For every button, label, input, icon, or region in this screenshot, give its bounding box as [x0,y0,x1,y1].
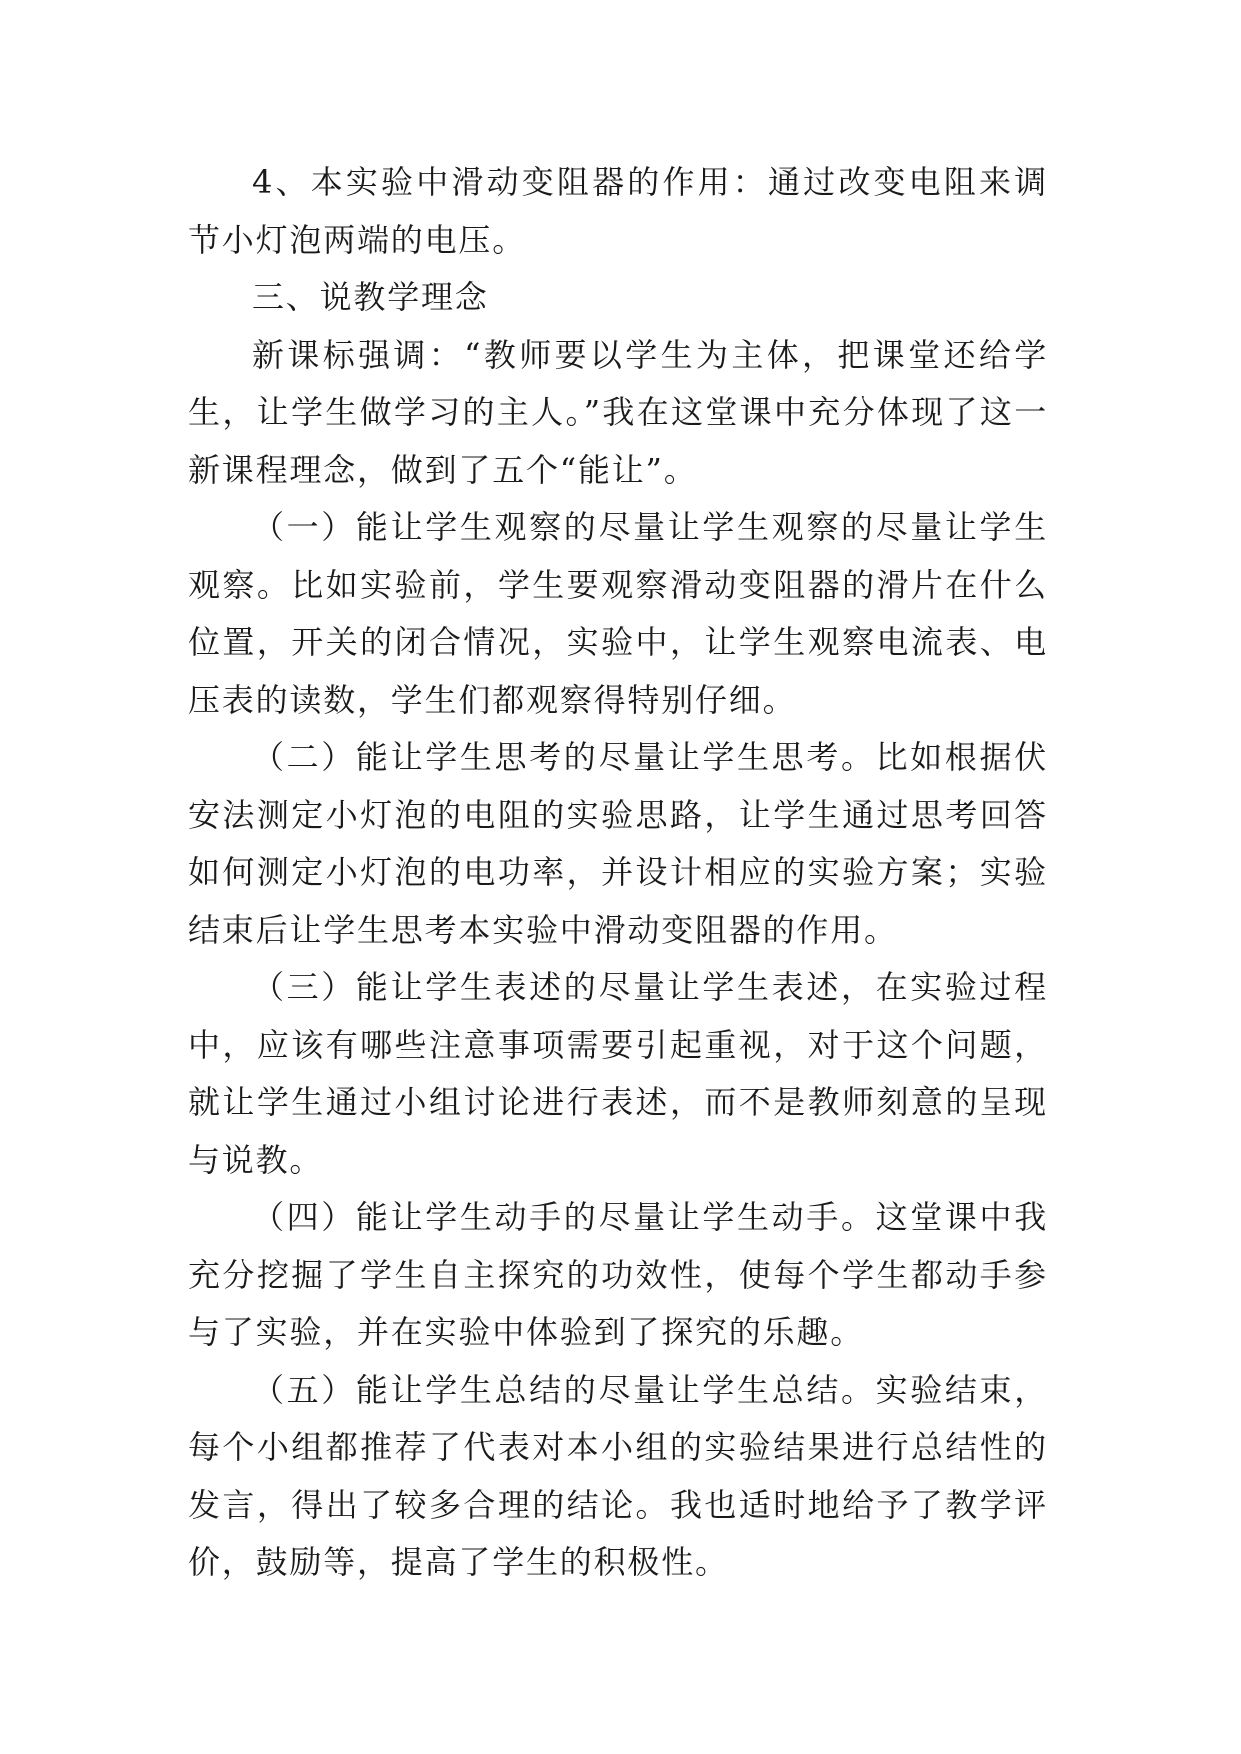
paragraph-new-curriculum: 新课标强调：“教师要以学生为主体，把课堂还给学生，让学生做学习的主人。”我在这堂课中充分体现了这一新课程理念，做到了五个“能让”。 [188,335,1048,489]
paragraph-item-4-slider-role: 4、本实验中滑动变阻器的作用：通过改变电阻来调节小灯泡两端的电压。 [188,163,1048,259]
paragraph-point-5-summarize: （五）能让学生总结的尽量让学生总结。实验结束，每个小组都推荐了代表对本小组的实验结果进行总结性的发言，得出了较多合理的结论。我也适时地给予了教学评价，鼓励等，提高了学生的积极性。 [188,1370,1048,1581]
paragraph-point-3-express: （三）能让学生表述的尽量让学生表述，在实验过程中，应该有哪些注意事项需要引起重视，对于这个问题，就让学生通过小组讨论进行表述，而不是教师刻意的呈现与说教。 [188,968,1048,1179]
document-body [188,154,1048,1592]
paragraph-point-2-think: （二）能让学生思考的尽量让学生思考。比如根据伏安法测定小灯泡的电阻的实验思路，让学生通过思考回答如何测定小灯泡的电功率，并设计相应的实验方案；实验结束后让学生思考本实验中滑动变阻器的作用。 [188,738,1048,949]
section-heading-teaching-philosophy: 三、说教学理念 [252,278,489,316]
paragraph-point-4-hands-on: （四）能让学生动手的尽量让学生动手。这堂课中我充分挖掘了学生自主探究的功效性，使每个学生都动手参与了实验，并在实验中体验到了探究的乐趣。 [188,1198,1048,1351]
paragraph-point-1-observe: （一）能让学生观察的尽量让学生观察的尽量让学生观察。比如实验前，学生要观察滑动变阻器的滑片在什么位置，开关的闭合情况，实验中，让学生观察电流表、电压表的读数，学生们都观察得特别仔细。 [188,508,1048,719]
